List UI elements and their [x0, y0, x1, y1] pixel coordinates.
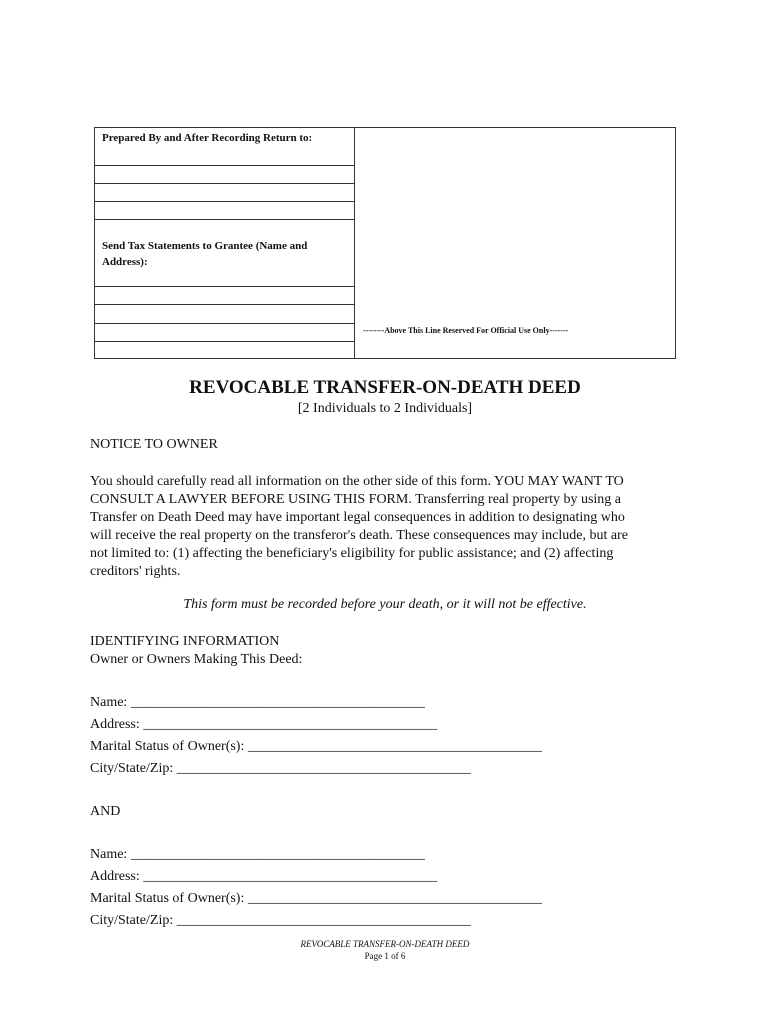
prepared-by-label: Prepared By and After Recording Return to:: [102, 132, 313, 144]
owner2-name-field[interactable]: Name: __________________________________________: [90, 847, 425, 862]
notice-line: You should carefully read all information on the other side of this form. YOU MAY WANT TO: [90, 474, 624, 489]
page-number: Page 1 of 6: [364, 951, 406, 961]
owner1-address-field[interactable]: Address: __________________________________________: [90, 717, 438, 732]
notice-paragraph: [90, 473, 690, 581]
return-to-line-2: [95, 183, 354, 184]
owners-heading: Owner or Owners Making This Deed:: [90, 652, 303, 667]
send-tax-label-line1: Send Tax Statements to Grantee (Name and: [102, 240, 308, 252]
owner2-city-field[interactable]: City/State/Zip: __________________________________________: [90, 913, 471, 928]
owner2-address-field[interactable]: Address: __________________________________________: [90, 869, 438, 884]
owner2-marital-field[interactable]: Marital Status of Owner(s): __________________________________________: [90, 891, 542, 906]
owner1-name-field[interactable]: Name: __________________________________________: [90, 695, 425, 710]
document-title: REVOCABLE TRANSFER-ON-DEATH DEED: [189, 377, 581, 398]
notice-line: will receive the real property on the transferor's death. These consequences may include, but are: [90, 528, 628, 543]
grantee-line-4: [95, 341, 354, 342]
notice-line: creditors' rights.: [90, 564, 181, 579]
document-subtitle: [2 Individuals to 2 Individuals]: [297, 401, 473, 416]
footer-title: REVOCABLE TRANSFER-ON-DEATH DEED: [300, 939, 470, 949]
return-to-line-3: [95, 201, 354, 202]
notice-line: Transfer on Death Deed may have important legal consequences in addition to designating who: [90, 510, 625, 525]
recording-info-column: [95, 128, 355, 358]
grantee-line-3: [95, 323, 354, 324]
owner1-marital-field[interactable]: Marital Status of Owner(s): __________________________________________: [90, 739, 542, 754]
notice-line: not limited to: (1) affecting the beneficiary's eligibility for public assistance; and (2) affecting: [90, 546, 614, 561]
recording-box: [94, 127, 676, 359]
grantee-line-2: [95, 304, 354, 305]
recording-warning: This form must be recorded before your death, or it will not be effective.: [183, 597, 587, 612]
and-label: AND: [90, 804, 121, 819]
notice-heading: NOTICE TO OWNER: [90, 437, 218, 452]
owner1-city-field[interactable]: City/State/Zip: __________________________________________: [90, 761, 471, 776]
official-use-note: --------Above This Line Reserved For Official Use Only-------: [363, 326, 569, 335]
notice-line: CONSULT A LAWYER BEFORE USING THIS FORM. Transferring real property by using a: [90, 492, 622, 507]
grantee-line-1: [95, 286, 354, 287]
return-to-line-1: [95, 165, 354, 166]
return-to-line-4: [95, 219, 354, 220]
send-tax-label-line2: Address):: [102, 256, 148, 268]
identifying-heading: IDENTIFYING INFORMATION: [90, 634, 280, 649]
